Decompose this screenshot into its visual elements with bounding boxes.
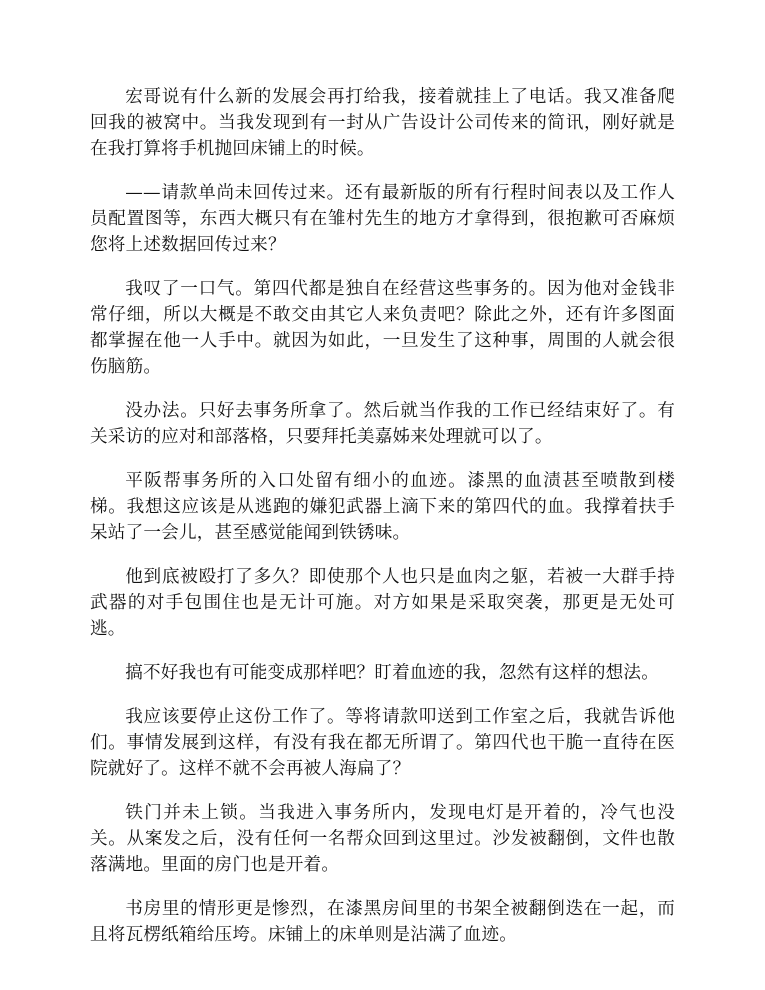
paragraph: 平阪帮事务所的入口处留有细小的血迹。漆黑的血渍甚至喷散到楼梯。我想这应该是从逃跑的嫌犯武器上滴下来的第四代的血。我撑着扶手呆站了一会儿，甚至感觉能闻到铁锈味。 bbox=[90, 471, 675, 543]
paragraph: 我应该要停止这份工作了。等将请款叩送到工作室之后，我就告诉他们。事情发展到这样，有没有我在都无所谓了。第四代也干脆一直待在医院就好了。这样不就不会再被人海扁了？ bbox=[90, 707, 675, 779]
paragraph: 铁门并未上锁。当我进入事务所内，发现电灯是开着的，冷气也没关。从案发之后，没有任何一名帮众回到这里过。沙发被翻倒，文件也散落满地。里面的房门也是开着。 bbox=[90, 803, 675, 875]
body-text bbox=[90, 84, 675, 966]
paragraph: 我叹了一口气。第四代都是独自在经营这些事务的。因为他对金钱非常仔细，所以大概是不敢交由其它人来负责吧？除此之外，还有许多图面都掌握在他一人手中。就因为如此，一旦发生了这种事，周围的人就会很伤脑筋。 bbox=[90, 279, 675, 377]
paragraph: 搞不好我也有可能变成那样吧？盯着血迹的我，忽然有这样的想法。 bbox=[125, 663, 660, 683]
paragraph: 没办法。只好去事务所拿了。然后就当作我的工作已经结束好了。有关采访的应对和部落格，只要拜托美嘉姊来处理就可以了。 bbox=[90, 401, 675, 447]
paragraph: 他到底被殴打了多久？即使那个人也只是血肉之躯，若被一大群手持武器的对手包围住也是无计可施。对方如果是采取突袭，那更是无处可逃。 bbox=[90, 567, 675, 639]
paragraph: 宏哥说有什么新的发展会再打给我，接着就挂上了电话。我又准备爬回我的被窝中。当我发现到有一封从广告设计公司传来的简讯，刚好就是在我打算将手机抛回床铺上的时候。 bbox=[90, 87, 675, 159]
paragraph: ——请款单尚未回传过来。还有最新版的所有行程时间表以及工作人员配置图等，东西大概只有在雏村先生的地方才拿得到，很抱歉可否麻烦您将上述数据回传过来？ bbox=[90, 183, 675, 255]
paragraph: 书房里的情形更是惨烈，在漆黑房间里的书架全被翻倒迭在一起，而且将瓦楞纸箱给压垮。床铺上的床单则是沾满了血迹。 bbox=[90, 899, 675, 945]
